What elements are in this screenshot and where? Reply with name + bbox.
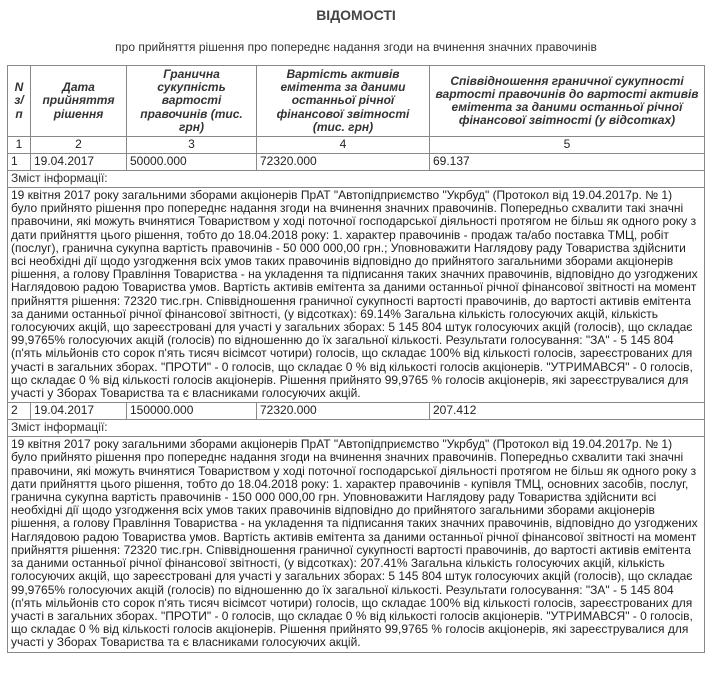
header-date: Дата прийняття рішення (31, 66, 127, 137)
info-label: Зміст інформації: (8, 420, 705, 437)
column-number: 4 (257, 137, 430, 154)
info-text: 19 квітня 2017 року загальними зборами акціонерів ПрАТ "Автопідприємство "Укрбуд" (Протокол від 19.04.2017р. № 1) було прийнято рішення про попереднє надання згоди на вчинення значних правочинів. Попередньо схвалити такі значні правочини, які можуть вчинятися Товариством у ході поточної господарської діяльності протягом не більш як одного року з дати прийняття цього рішення, тобто до 18.04.2018 року: 1. характер правочинів - продаж та/або поставка ТМЦ, робіт (послуг), гранична сукупна вартість правочинів - 50 000 000,00 грн.; Уповноважити Наглядову раду Товариства здійснити всі необхідні дії щодо узгодження всіх умов таких правочинів відповідно до прийнятого загальними зборами акціонерів рішення, а голову Правління Товариства - на укладення та підписання таких значних правочинів, відповідно до узгоджених Наглядовою радою Товариства умов. Вартість активів емітента за даними останньої річної фінансової звітності на момент прийняття рішення: 72320 тис.грн. Співвідношення граничної сукупності вартості правочинів, до вартості активів емітента за даними останньої річної фінансової звітності, (у відсотках): 69.14% Загальна кількість голосуючих акцій, кількість голосуючих акцій, що зареєстровані для участі у загальних зборах: 5 145 804 штук голосуючих акцій (голосів), що складає 99,9765% голосуючих акцій (голосів) по відношенню до їх загальної кількості. Результати голосування: "ЗА" - 5 145 804 (п'ять мільйонів сто сорок п'ять тисяч вісімсот чотири) голосів, що складає 100% від кількості голосів, зареєстрованих для участі в загальних зборах. "ПРОТИ" - 0 голосів, що складає 0 % від кількості голосів акціонерів. "УТРИМАВСЯ" - 0 голосів, що складає 0 % від кількості голосів акціонерів. Рішення прийнято 99,9765 % голосів акціонерів, які зареєструвалися для участі у Зборах Товариства та є власниками голосуючих акцій. (8, 188, 705, 403)
header-assets: Вартість активів емітента за даними останньої річної фінансової звітності (тис. грн) (257, 66, 430, 137)
row-number: 2 (8, 403, 31, 420)
info-row (8, 437, 705, 652)
page-title: ВІДОМОСТІ (316, 7, 396, 23)
column-number-row (8, 137, 705, 154)
row-ratio: 207.412 (430, 403, 705, 420)
page-subtitle: про прийняття рішення про попереднє надання згоди на вчинення значних правочинів (115, 40, 597, 54)
column-number: 1 (8, 137, 31, 154)
column-number: 5 (430, 137, 705, 154)
row-limit: 150000.000 (127, 403, 257, 420)
header-limit: Гранична сукупність вартості правочинів (тис. грн) (127, 66, 257, 137)
table-row (8, 403, 705, 420)
column-number: 2 (31, 137, 127, 154)
info-row (8, 188, 705, 403)
row-ratio: 69.137 (430, 154, 705, 171)
header-ratio: Співвідношення граничної сукупності вартості правочинів до вартості активів емітента за даними останньої річної фінансової звітності (у відсотках) (430, 66, 705, 137)
row-assets: 72320.000 (257, 154, 430, 171)
row-limit: 50000.000 (127, 154, 257, 171)
row-assets: 72320.000 (257, 403, 430, 420)
decisions-table (7, 65, 705, 653)
header-number: N з/п (8, 66, 31, 137)
info-text: 19 квітня 2017 року загальними зборами акціонерів ПрАТ "Автопідприємство "Укрбуд" (Протокол від 19.04.2017р. № 1) було прийнято рішення про попереднє надання згоди на вчинення значних правочинів. Попередньо схвалити такі значні правочини, які можуть вчинятися Товариством у ході поточної господарської діяльності протягом не більш як одного року з дати прийняття цього рішення, тобто до 18.04.2018 року: 1. характер правочинів - купівля ТМЦ, основних засобів, послуг, гранична сукупна вартість правочинів - 150 000 000,00 грн. Уповноважити Наглядову раду Товариства здійснити всі необхідні дії щодо узгодження всіх умов таких правочинів відповідно до прийнятого загальними зборами акціонерів рішення, а голову Правління Товариства - на укладення та підписання таких значних правочинів, відповідно до узгоджених Наглядовою радою Товариства умов. Вартість активів емітента за даними останньої річної фінансової звітності на момент прийняття рішення: 72320 тис.грн. Співвідношення граничної сукупності вартості правочинів, до вартості активів емітента за даними останньої річної фінансової звітності, (у відсотках): 207.41% Загальна кількість голосуючих акцій, кількість голосуючих акцій, що зареєстровані для участі у загальних зборах: 5 145 804 штук голосуючих акцій (голосів), що складає 99,9765% голосуючих акцій (голосів) по відношенню до їх загальної кількості. Результати голосування: "ЗА" - 5 145 804 (п'ять мільйонів сто сорок п'ять тисяч вісімсот чотири) голосів, що складає 100% від кількості голосів, зареєстрованих для участі в загальних зборах. "ПРОТИ" - 0 голосів, що складає 0 % від кількості голосів акціонерів. "УТРИМАВСЯ" - 0 голосів, що складає 0 % від кількості голосів акціонерів. Рішення прийнято 99,9765 % голосів акціонерів, які зареєструвалися для участі у Зборах Товариства та є власниками голосуючих акцій. (8, 437, 705, 652)
row-date: 19.04.2017 (31, 154, 127, 171)
info-label: Зміст інформації: (8, 171, 705, 188)
info-label-row (8, 420, 705, 437)
table-row (8, 154, 705, 171)
column-number: 3 (127, 137, 257, 154)
row-number: 1 (8, 154, 31, 171)
row-date: 19.04.2017 (31, 403, 127, 420)
header-row (8, 66, 705, 137)
info-label-row (8, 171, 705, 188)
